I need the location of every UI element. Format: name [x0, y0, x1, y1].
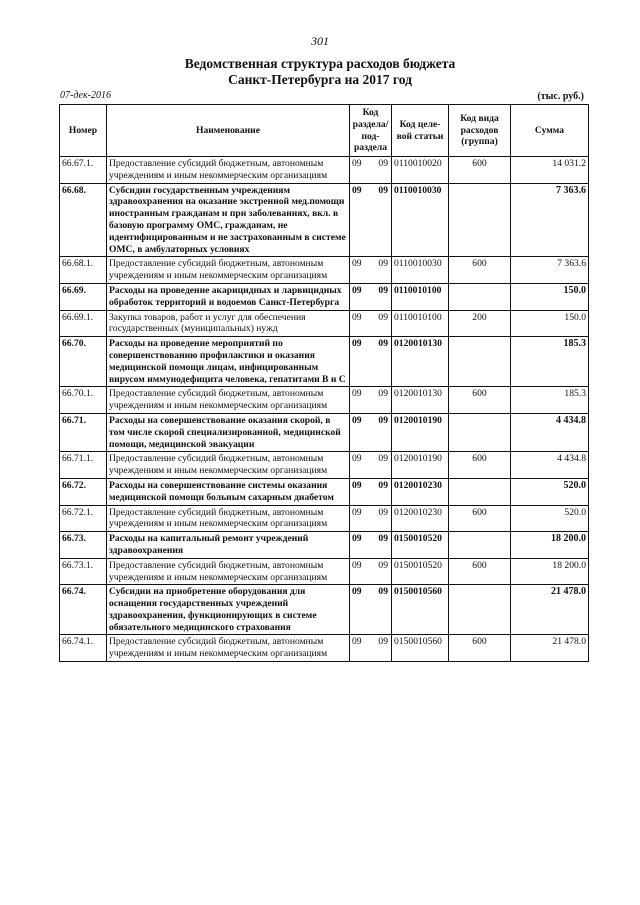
row-section-code [350, 505, 392, 532]
row-name: Расходы на совершенствование оказания скорой, в том числе скорой специализированной, медицинской помощи, медицинской эвакуации [107, 413, 350, 451]
row-expense-code: 600 [449, 635, 511, 662]
header-expense: Код вида расходов (группа) [449, 105, 511, 157]
header-section: Код раздела/ под-раздела [350, 105, 392, 157]
table-row [60, 310, 589, 337]
row-section-code [350, 387, 392, 414]
row-expense-code [449, 413, 511, 451]
row-expense-code: 600 [449, 157, 511, 184]
row-section-code [350, 635, 392, 662]
budget-table [59, 104, 589, 662]
title-line-2: Санкт-Петербурга на 2017 год [228, 72, 412, 87]
row-sum: 7 363.6 [511, 183, 589, 257]
row-subsection: 09 [378, 414, 388, 426]
header-target: Код целе-вой статьи [392, 105, 449, 157]
row-number: 66.73. [60, 532, 107, 559]
row-expense-code: 600 [449, 452, 511, 479]
row-name: Расходы на проведение акарицидных и ларвицидных обработок территорий и водоемов Санкт-Петербурга [107, 283, 350, 310]
row-section: 09 [352, 184, 362, 196]
row-section: 09 [352, 284, 362, 296]
row-section-code [350, 183, 392, 257]
row-name: Субсидии государственным учреждениям здравоохранения на оказание экстренной мед.помощи иностранным гражданам и при заболеваниях, вкл. в базовую программу ОМС, гражданам, не идентифицированным и не застрахованным в системе ОМС, в амбулаторных условиях [107, 183, 350, 257]
row-name: Расходы на совершенствование системы оказания медицинской помощи больным сахарным диабетом [107, 478, 350, 505]
row-section-code [350, 310, 392, 337]
row-name: Расходы на проведение мероприятий по совершенствованию профилактики и оказания медицинской помощи лицам, инфицированным вирусом иммунодефицита человека, гепатитами В и С [107, 337, 350, 387]
table-row [60, 283, 589, 310]
row-name: Расходы на капитальный ремонт учреждений здравоохранения [107, 532, 350, 559]
row-name: Предоставление субсидий бюджетным, автономным учреждениям и иным некоммерческим организациям [107, 505, 350, 532]
row-section: 09 [352, 559, 362, 571]
row-section-code [350, 413, 392, 451]
row-sum: 21 478.0 [511, 585, 589, 635]
row-number: 66.70.1. [60, 387, 107, 414]
units-label: (тыс. руб.) [537, 91, 584, 102]
row-sum: 18 200.0 [511, 532, 589, 559]
row-number: 66.71.1. [60, 452, 107, 479]
row-target-code: 0120010190 [392, 413, 449, 451]
row-section-code [350, 157, 392, 184]
row-target-code: 0120010130 [392, 337, 449, 387]
row-name: Предоставление субсидий бюджетным, автономным учреждениям и иным некоммерческим организациям [107, 157, 350, 184]
row-sum: 7 363.6 [511, 257, 589, 284]
row-expense-code: 600 [449, 505, 511, 532]
table-row [60, 452, 589, 479]
row-target-code: 0150010520 [392, 558, 449, 585]
row-subsection: 09 [378, 258, 388, 270]
row-subsection: 09 [378, 284, 388, 296]
table-row [60, 337, 589, 387]
row-sum: 150.0 [511, 310, 589, 337]
row-sum: 185.3 [511, 337, 589, 387]
row-number: 66.72.1. [60, 505, 107, 532]
row-section: 09 [352, 388, 362, 400]
row-expense-code [449, 283, 511, 310]
row-number: 66.68.1. [60, 257, 107, 284]
row-subsection: 09 [378, 338, 388, 350]
header-number: Номер [60, 105, 107, 157]
row-target-code: 0120010230 [392, 505, 449, 532]
row-name: Предоставление субсидий бюджетным, автономным учреждениям и иным некоммерческим организациям [107, 558, 350, 585]
table-row [60, 505, 589, 532]
row-section: 09 [352, 311, 362, 323]
row-subsection: 09 [378, 158, 388, 169]
row-section-code [350, 452, 392, 479]
table-row [60, 635, 589, 662]
row-section: 09 [352, 414, 362, 426]
row-subsection: 09 [378, 479, 388, 491]
row-number: 66.70. [60, 337, 107, 387]
row-section-code [350, 283, 392, 310]
row-number: 66.74.1. [60, 635, 107, 662]
row-name: Субсидии на приобретение оборудования для оснащения государственных учреждений здравоохранения, функционирующих в системе обязательного медицинского страхования [107, 585, 350, 635]
row-section: 09 [352, 636, 362, 648]
row-subsection: 09 [378, 453, 388, 465]
table-header-row [60, 105, 589, 157]
row-section: 09 [352, 258, 362, 270]
row-number: 66.72. [60, 478, 107, 505]
row-sum: 185.3 [511, 387, 589, 414]
row-section-code [350, 585, 392, 635]
row-subsection: 09 [378, 559, 388, 571]
table-row [60, 257, 589, 284]
document-date: 07-дек-2016 [60, 90, 111, 101]
row-target-code: 0110010030 [392, 257, 449, 284]
row-expense-code: 200 [449, 310, 511, 337]
row-sum: 21 478.0 [511, 635, 589, 662]
row-section: 09 [352, 586, 362, 598]
row-number: 66.67.1. [60, 157, 107, 184]
row-section: 09 [352, 506, 362, 518]
row-subsection: 09 [378, 184, 388, 196]
row-subsection: 09 [378, 506, 388, 518]
row-number: 66.69.1. [60, 310, 107, 337]
row-target-code: 0120010130 [392, 387, 449, 414]
table-row [60, 558, 589, 585]
table-row [60, 585, 589, 635]
row-sum: 520.0 [511, 505, 589, 532]
header-sum: Сумма [511, 105, 589, 157]
row-subsection: 09 [378, 311, 388, 323]
table-row [60, 387, 589, 414]
row-target-code: 0150010520 [392, 532, 449, 559]
page-number: 301 [311, 34, 329, 48]
row-number: 66.68. [60, 183, 107, 257]
row-name: Предоставление субсидий бюджетным, автономным учреждениям и иным некоммерческим организациям [107, 452, 350, 479]
table-row [60, 183, 589, 257]
table-row [60, 157, 589, 184]
row-sum: 4 434.8 [511, 452, 589, 479]
row-sum: 520.0 [511, 478, 589, 505]
row-section: 09 [352, 338, 362, 350]
row-target-code: 0110010100 [392, 283, 449, 310]
row-name: Закупка товаров, работ и услуг для обеспечения государственных (муниципальных) нужд [107, 310, 350, 337]
table-row [60, 413, 589, 451]
row-subsection: 09 [378, 533, 388, 545]
row-target-code: 0110010030 [392, 183, 449, 257]
header-name: Наименование [107, 105, 350, 157]
row-section-code [350, 478, 392, 505]
row-number: 66.74. [60, 585, 107, 635]
row-section-code [350, 532, 392, 559]
row-target-code: 0110010100 [392, 310, 449, 337]
row-section-code [350, 558, 392, 585]
row-target-code: 0120010190 [392, 452, 449, 479]
row-expense-code [449, 532, 511, 559]
row-expense-code: 600 [449, 257, 511, 284]
row-target-code: 0150010560 [392, 585, 449, 635]
row-sum: 150.0 [511, 283, 589, 310]
row-target-code: 0150010560 [392, 635, 449, 662]
table-row [60, 532, 589, 559]
row-expense-code: 600 [449, 387, 511, 414]
row-subsection: 09 [378, 636, 388, 648]
row-sum: 4 434.8 [511, 413, 589, 451]
row-subsection: 09 [378, 586, 388, 598]
row-number: 66.73.1. [60, 558, 107, 585]
row-number: 66.71. [60, 413, 107, 451]
row-section: 09 [352, 533, 362, 545]
row-expense-code [449, 478, 511, 505]
row-sum: 14 031.2 [511, 157, 589, 184]
document-title [0, 56, 640, 88]
row-target-code: 0120010230 [392, 478, 449, 505]
row-target-code: 0110010020 [392, 157, 449, 184]
row-subsection: 09 [378, 388, 388, 400]
row-sum: 18 200.0 [511, 558, 589, 585]
row-section: 09 [352, 158, 362, 169]
row-name: Предоставление субсидий бюджетным, автономным учреждениям и иным некоммерческим организациям [107, 257, 350, 284]
row-expense-code [449, 183, 511, 257]
row-expense-code [449, 337, 511, 387]
row-section-code [350, 257, 392, 284]
table-row [60, 478, 589, 505]
row-expense-code: 600 [449, 558, 511, 585]
row-name: Предоставление субсидий бюджетным, автономным учреждениям и иным некоммерческим организациям [107, 387, 350, 414]
row-section: 09 [352, 479, 362, 491]
row-section: 09 [352, 453, 362, 465]
title-line-1: Ведомственная структура расходов бюджета [184, 56, 456, 71]
row-section-code [350, 337, 392, 387]
row-expense-code [449, 585, 511, 635]
row-name: Предоставление субсидий бюджетным, автономным учреждениям и иным некоммерческим организациям [107, 635, 350, 662]
row-number: 66.69. [60, 283, 107, 310]
